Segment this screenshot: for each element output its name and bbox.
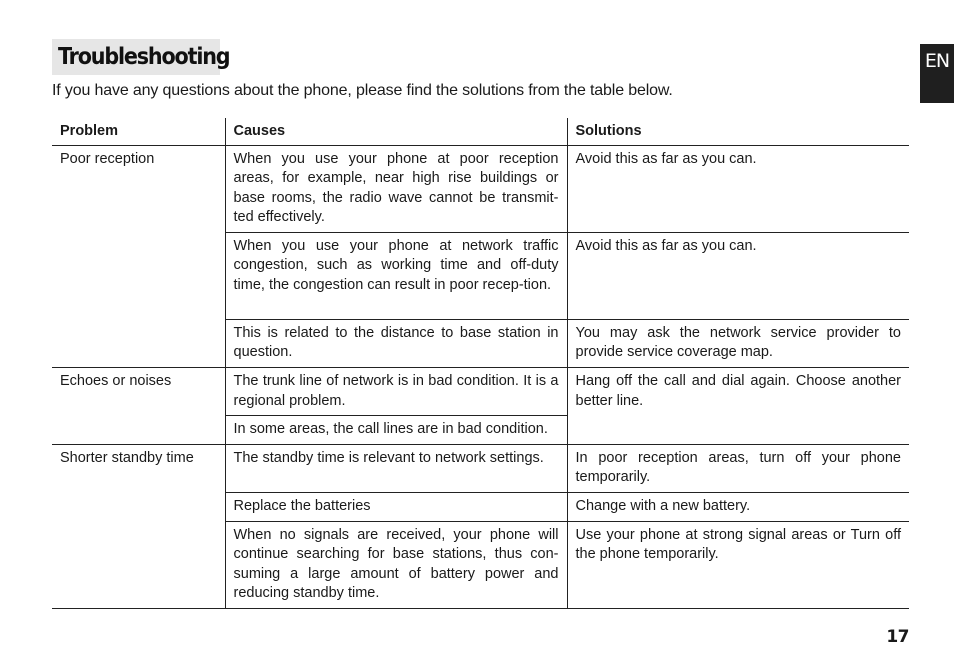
page-title: Troubleshooting bbox=[58, 44, 230, 70]
solution-cell: Avoid this as far as you can. bbox=[567, 145, 909, 232]
problem-cell: Echoes or noises bbox=[52, 368, 225, 445]
cause-cell: In some areas, the call lines are in bad condition. bbox=[225, 416, 567, 445]
header-problem: Problem bbox=[52, 118, 225, 145]
table-row bbox=[52, 145, 909, 232]
cause-cell: This is related to the distance to base station in question. bbox=[225, 319, 567, 367]
cause-cell: The trunk line of network is in bad condition. It is a regional problem. bbox=[225, 368, 567, 416]
cause-cell: When no signals are received, your phone will continue searching for base stations, thus con-suming a large amount of battery power and reducing standby time. bbox=[225, 521, 567, 608]
solution-cell: In poor reception areas, turn off your phone temporarily. bbox=[567, 444, 909, 492]
table-header-row bbox=[52, 118, 909, 145]
intro-text: If you have any questions about the phone, please find the solutions from the table below. bbox=[52, 82, 673, 99]
cause-cell: Replace the batteries bbox=[225, 493, 567, 522]
language-tab: EN bbox=[920, 44, 954, 103]
table-row bbox=[52, 368, 909, 416]
problem-cell: Poor reception bbox=[52, 145, 225, 368]
header-solutions: Solutions bbox=[567, 118, 909, 145]
solution-cell: Avoid this as far as you can. bbox=[567, 232, 909, 319]
solution-cell: You may ask the network service provider to provide service coverage map. bbox=[567, 319, 909, 367]
header-causes: Causes bbox=[225, 118, 567, 145]
solution-cell: Change with a new battery. bbox=[567, 493, 909, 522]
solution-cell: Hang off the call and dial again. Choose another better line. bbox=[567, 368, 909, 445]
solution-cell: Use your phone at strong signal areas or Turn off the phone temporarily. bbox=[567, 521, 909, 608]
cause-cell: When you use your phone at poor reception areas, for example, near high rise buildings or base rooms, the radio wave cannot be transmit-ted effectively. bbox=[225, 145, 567, 232]
page-number: 17 bbox=[886, 627, 909, 647]
cause-cell: When you use your phone at network traffic congestion, such as working time and off-duty time, the congestion can result in poor recep-tion. bbox=[225, 232, 567, 319]
troubleshooting-table bbox=[52, 118, 909, 609]
page-title-box bbox=[52, 39, 230, 75]
cause-cell: The standby time is relevant to network settings. bbox=[225, 444, 567, 492]
table-row bbox=[52, 444, 909, 492]
problem-cell: Shorter standby time bbox=[52, 444, 225, 608]
